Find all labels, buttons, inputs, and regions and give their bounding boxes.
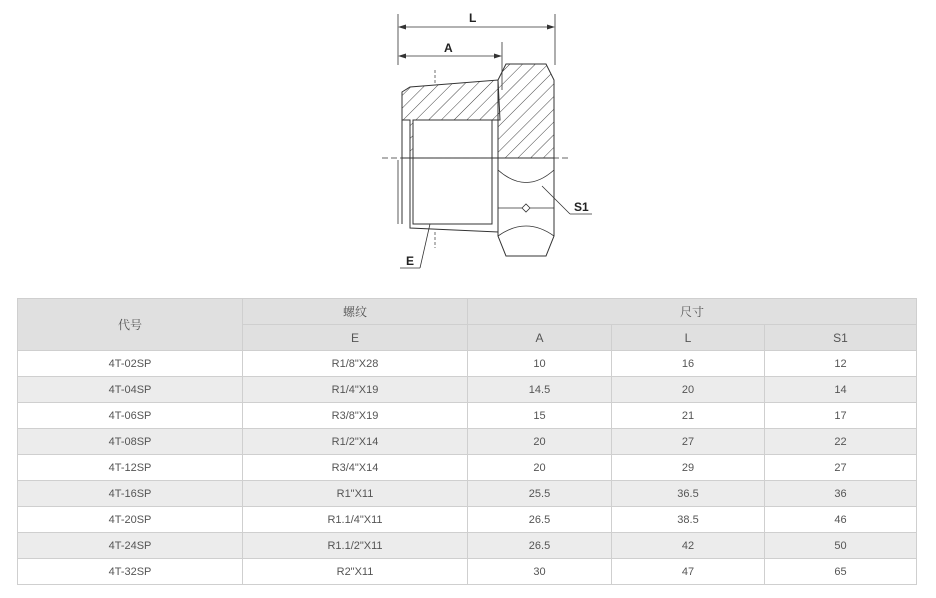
cell-e: R1/8"X28 (243, 351, 468, 377)
cell-a: 14.5 (468, 377, 612, 403)
cell-code: 4T-16SP (18, 481, 243, 507)
cell-a: 25.5 (468, 481, 612, 507)
table-row (18, 403, 917, 429)
cell-l: 36.5 (612, 481, 765, 507)
l-arrow-right (547, 25, 555, 30)
cell-code: 4T-12SP (18, 455, 243, 481)
header-size: 尺寸 (468, 299, 917, 325)
cell-l: 29 (612, 455, 765, 481)
spec-table-head (18, 299, 917, 351)
cell-code: 4T-08SP (18, 429, 243, 455)
cell-e: R3/4"X14 (243, 455, 468, 481)
cell-a: 26.5 (468, 533, 612, 559)
cell-e: R2"X11 (243, 559, 468, 585)
cell-a: 15 (468, 403, 612, 429)
table-row (18, 455, 917, 481)
a-arrow-left (398, 54, 406, 59)
technical-drawing (370, 0, 610, 280)
header-thread: 螺纹 (243, 299, 468, 325)
header-e: E (243, 325, 468, 351)
dimension-label-s1: S1 (574, 200, 589, 214)
cell-s1: 65 (765, 559, 917, 585)
cell-l: 27 (612, 429, 765, 455)
cell-e: R3/8"X19 (243, 403, 468, 429)
cell-s1: 46 (765, 507, 917, 533)
plug-cross-section-svg (370, 0, 610, 280)
cell-s1: 22 (765, 429, 917, 455)
header-row-1 (18, 299, 917, 325)
cell-code: 4T-06SP (18, 403, 243, 429)
cell-code: 4T-32SP (18, 559, 243, 585)
cell-e: R1.1/2"X11 (243, 533, 468, 559)
header-a: A (468, 325, 612, 351)
dimension-label-a: A (444, 41, 453, 55)
cell-a: 20 (468, 455, 612, 481)
bore-upper (413, 120, 492, 158)
cell-code: 4T-24SP (18, 533, 243, 559)
cell-s1: 12 (765, 351, 917, 377)
dimension-label-l: L (469, 11, 477, 25)
cell-l: 38.5 (612, 507, 765, 533)
cell-a: 26.5 (468, 507, 612, 533)
table-row (18, 429, 917, 455)
cell-s1: 17 (765, 403, 917, 429)
dimension-label-e: E (406, 254, 415, 268)
cell-a: 20 (468, 429, 612, 455)
cell-a: 10 (468, 351, 612, 377)
cell-e: R1/4"X19 (243, 377, 468, 403)
table-row (18, 559, 917, 585)
table-row (18, 351, 917, 377)
header-l: L (612, 325, 765, 351)
bore-lower (413, 158, 492, 224)
cell-code: 4T-02SP (18, 351, 243, 377)
table-row (18, 377, 917, 403)
a-arrow-right (494, 54, 502, 59)
cell-l: 21 (612, 403, 765, 429)
e-leader (420, 224, 430, 268)
table-row (18, 533, 917, 559)
cell-s1: 36 (765, 481, 917, 507)
cell-l: 42 (612, 533, 765, 559)
cell-l: 16 (612, 351, 765, 377)
cell-a: 30 (468, 559, 612, 585)
spec-table-body (18, 351, 917, 585)
spec-table (17, 298, 917, 585)
table-row (18, 481, 917, 507)
header-s1: S1 (765, 325, 917, 351)
cell-s1: 27 (765, 455, 917, 481)
cell-e: R1"X11 (243, 481, 468, 507)
table-row (18, 507, 917, 533)
cell-e: R1/2"X14 (243, 429, 468, 455)
cell-s1: 14 (765, 377, 917, 403)
hex-head-section (498, 64, 554, 158)
cell-code: 4T-04SP (18, 377, 243, 403)
cell-code: 4T-20SP (18, 507, 243, 533)
cell-s1: 50 (765, 533, 917, 559)
l-arrow-left (398, 25, 406, 30)
header-code: 代号 (18, 299, 243, 351)
cell-e: R1.1/4"X11 (243, 507, 468, 533)
cell-l: 20 (612, 377, 765, 403)
cell-l: 47 (612, 559, 765, 585)
